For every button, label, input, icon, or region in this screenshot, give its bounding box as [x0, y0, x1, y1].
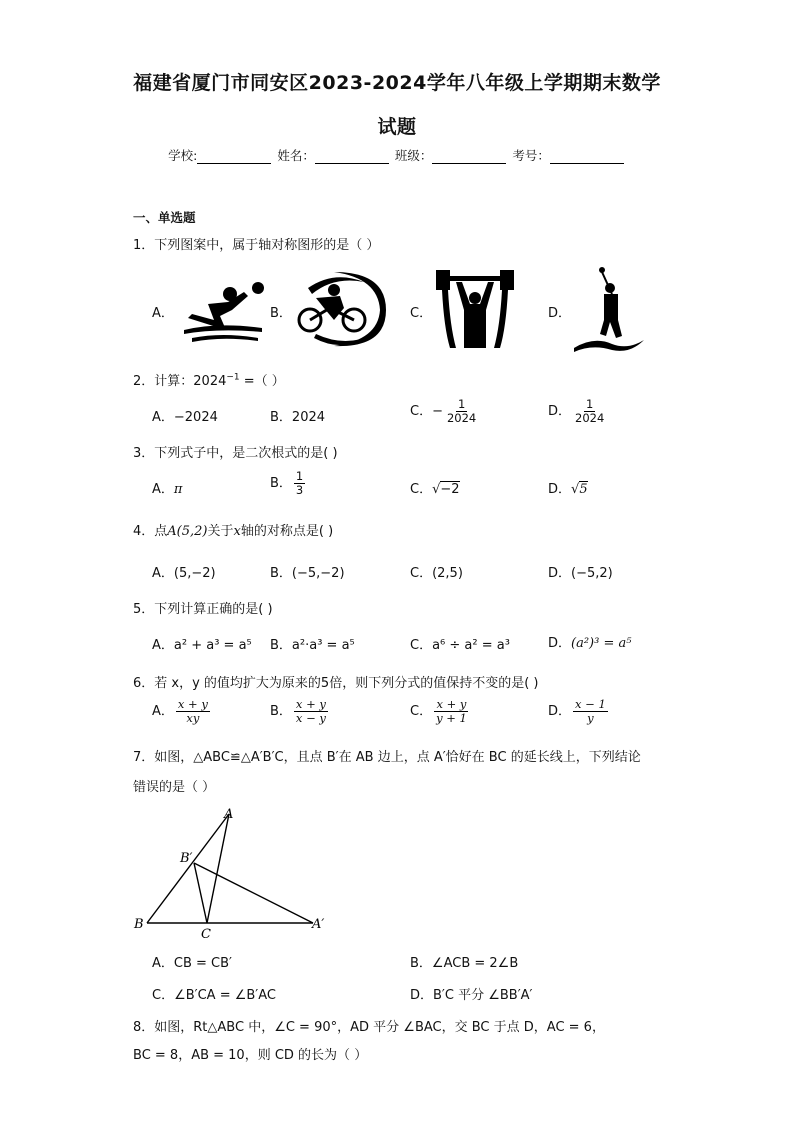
q3-option-c-radicand: −2 [440, 482, 460, 497]
q6-option-c [410, 698, 471, 725]
label-b-prime: B′ [180, 851, 193, 866]
q4-stem-c: 轴的对称点是( ) [240, 524, 334, 539]
question-8-stem-line2: BC = 8，AB = 10，则 CD 的长为（ ） [133, 1048, 368, 1063]
q5-option-c: C．a⁶ ÷ a² = a³ [410, 638, 510, 653]
q6-option-d-label: D． [548, 704, 572, 719]
school-blank [197, 151, 271, 164]
label-b: B [134, 917, 144, 932]
q3-option-b [270, 470, 307, 497]
q3-option-a-label: A． [152, 482, 174, 497]
q2-d-denominator: 2024 [575, 411, 605, 425]
question-7-stem-line2: 错误的是（ ） [133, 780, 216, 795]
q3-option-c [410, 478, 460, 497]
q2-option-a: A．−2024 [152, 410, 218, 425]
q2-option-d-label: D． [548, 404, 572, 419]
question-3-stem: 3．下列式子中，是二次根式的是( ) [133, 446, 338, 461]
label-a-prime: A′ [312, 917, 325, 932]
q5-option-d-label: D． [548, 636, 572, 651]
q2-option-d-fraction [573, 398, 606, 425]
q1-figure-a-volleyball-icon [178, 274, 268, 344]
q2-option-c-label: C．− [410, 404, 443, 419]
q4-option-a: A．(5,−2) [152, 566, 216, 581]
question-2-stem [133, 370, 285, 389]
section-heading: 一、单选题 [133, 210, 196, 225]
q3-option-d-radicand: 5 [579, 482, 588, 497]
q6-d-denominator: y [587, 711, 594, 725]
q6-c-denominator: y + 1 [436, 711, 467, 725]
q6-option-c-label: C． [410, 704, 433, 719]
q6-a-numerator: x + y [177, 697, 208, 711]
exam-no-label: 考号： [512, 148, 550, 163]
q1-figure-d-golfer-icon [572, 266, 646, 354]
q4-stem-axis: x [233, 524, 241, 539]
q6-a-denominator: xy [186, 711, 200, 725]
class-label: 班级： [394, 148, 433, 163]
sqrt-icon: √ [432, 482, 441, 497]
q6-b-numerator: x + y [295, 697, 326, 711]
name-label: 姓名： [277, 148, 315, 163]
q6-option-a-fraction [176, 698, 210, 725]
q3-option-b-fraction [294, 470, 305, 497]
q6-option-c-fraction [434, 698, 469, 725]
q5-option-b: B．a²·a³ = a⁵ [270, 638, 355, 653]
name-blank [315, 151, 389, 164]
q4-stem-b: 关于 [207, 524, 234, 539]
q6-option-d [548, 698, 610, 725]
q5-option-d [548, 632, 631, 651]
segment-ac [207, 814, 229, 923]
q2-d-numerator: 1 [585, 397, 594, 411]
q1-figure-c-weightlifter-icon [432, 268, 518, 350]
q1-option-b-label: B． [270, 306, 292, 321]
q7-option-c: C．∠B′CA = ∠B′AC [152, 988, 276, 1003]
q4-option-c: C．(2,5) [410, 566, 463, 581]
q2-stem-exponent: −1 [226, 372, 240, 383]
q3-option-b-label: B． [270, 476, 292, 491]
q6-c-numerator: x + y [436, 697, 467, 711]
q3-option-a-value: π [173, 482, 183, 497]
q2-option-b: B．2024 [270, 410, 326, 425]
q2-option-c [410, 398, 480, 425]
q3-b-numerator: 1 [295, 469, 304, 483]
q4-stem-point: A(5,2) [167, 524, 208, 539]
q7-option-d: D．B′C 平分 ∠BB′A′ [410, 988, 533, 1003]
q7-option-b: B．∠ACB = 2∠B [410, 956, 519, 971]
q3-option-d-label: D． [548, 482, 572, 497]
q1-figure-b-cyclist-icon [294, 268, 390, 350]
student-info-line [0, 146, 794, 164]
q6-b-denominator: x − y [295, 711, 326, 725]
q6-option-a [152, 698, 212, 725]
segment-b-prime-a-prime [194, 863, 313, 923]
class-blank [432, 151, 506, 164]
q7-triangle-figure [128, 800, 338, 942]
q5-option-a: A．a² + a³ = a⁵ [152, 638, 252, 653]
exam-no-blank [550, 151, 624, 164]
q2-stem-text: 2．计算：2024 [133, 374, 227, 389]
q3-b-denominator: 3 [295, 483, 304, 497]
q2-option-c-fraction [445, 398, 478, 425]
question-5-stem: 5．下列计算正确的是( ) [133, 602, 273, 617]
q6-d-numerator: x − 1 [575, 697, 606, 711]
q6-option-b-label: B． [270, 704, 292, 719]
q5-option-d-value: (a²)³ = a⁵ [571, 636, 632, 651]
q4-stem-a: 4．点 [133, 524, 168, 539]
label-c: C [201, 927, 211, 942]
page-title-line2: 试题 [377, 116, 417, 138]
q4-option-b: B．(−5,−2) [270, 566, 345, 581]
q2-stem-tail: =（ ） [239, 374, 285, 389]
question-7-stem-line1: 7．如图，△ABC≌△A′B′C，且点 B′在 AB 边上，点 A′恰好在 BC 的延长线上，下列结论 [133, 750, 641, 765]
sqrt-icon: √ [571, 482, 580, 497]
question-8-stem-line1: 8．如图，Rt△ABC 中，∠C = 90°，AD 平分 ∠BAC，交 BC 于点 D，AC = 6， [133, 1020, 605, 1035]
segment-ab [147, 814, 229, 923]
question-4-stem [133, 520, 333, 539]
q3-option-a [152, 478, 182, 497]
question-1-stem: 1．下列图案中，属于轴对称图形的是（ ） [133, 238, 380, 253]
page-title: 福建省厦门市同安区2023-2024学年八年级上学期期末数学 [133, 72, 661, 94]
q3-option-c-label: C． [410, 482, 433, 497]
q1-option-a-label: A． [152, 306, 174, 321]
q4-option-d: D．(−5,2) [548, 566, 613, 581]
q2-c-denominator: 2024 [446, 411, 477, 425]
question-6-stem: 6．若 x，y 的值均扩大为原来的5倍，则下列分式的值保持不变的是( ) [133, 676, 539, 691]
q1-option-d-label: D． [548, 306, 572, 321]
school-label: 学校: [168, 148, 198, 163]
label-a: A [224, 807, 234, 822]
q2-c-numerator: 1 [457, 397, 466, 411]
q7-option-a: A．CB = CB′ [152, 956, 232, 971]
q3-option-d [548, 478, 588, 497]
q6-option-b [270, 698, 330, 725]
segment-b-prime-c [194, 863, 207, 923]
q1-option-c-label: C． [410, 306, 433, 321]
q2-option-d [548, 398, 608, 425]
q6-option-a-label: A． [152, 704, 174, 719]
q6-option-b-fraction [294, 698, 328, 725]
q6-option-d-fraction [573, 698, 608, 725]
